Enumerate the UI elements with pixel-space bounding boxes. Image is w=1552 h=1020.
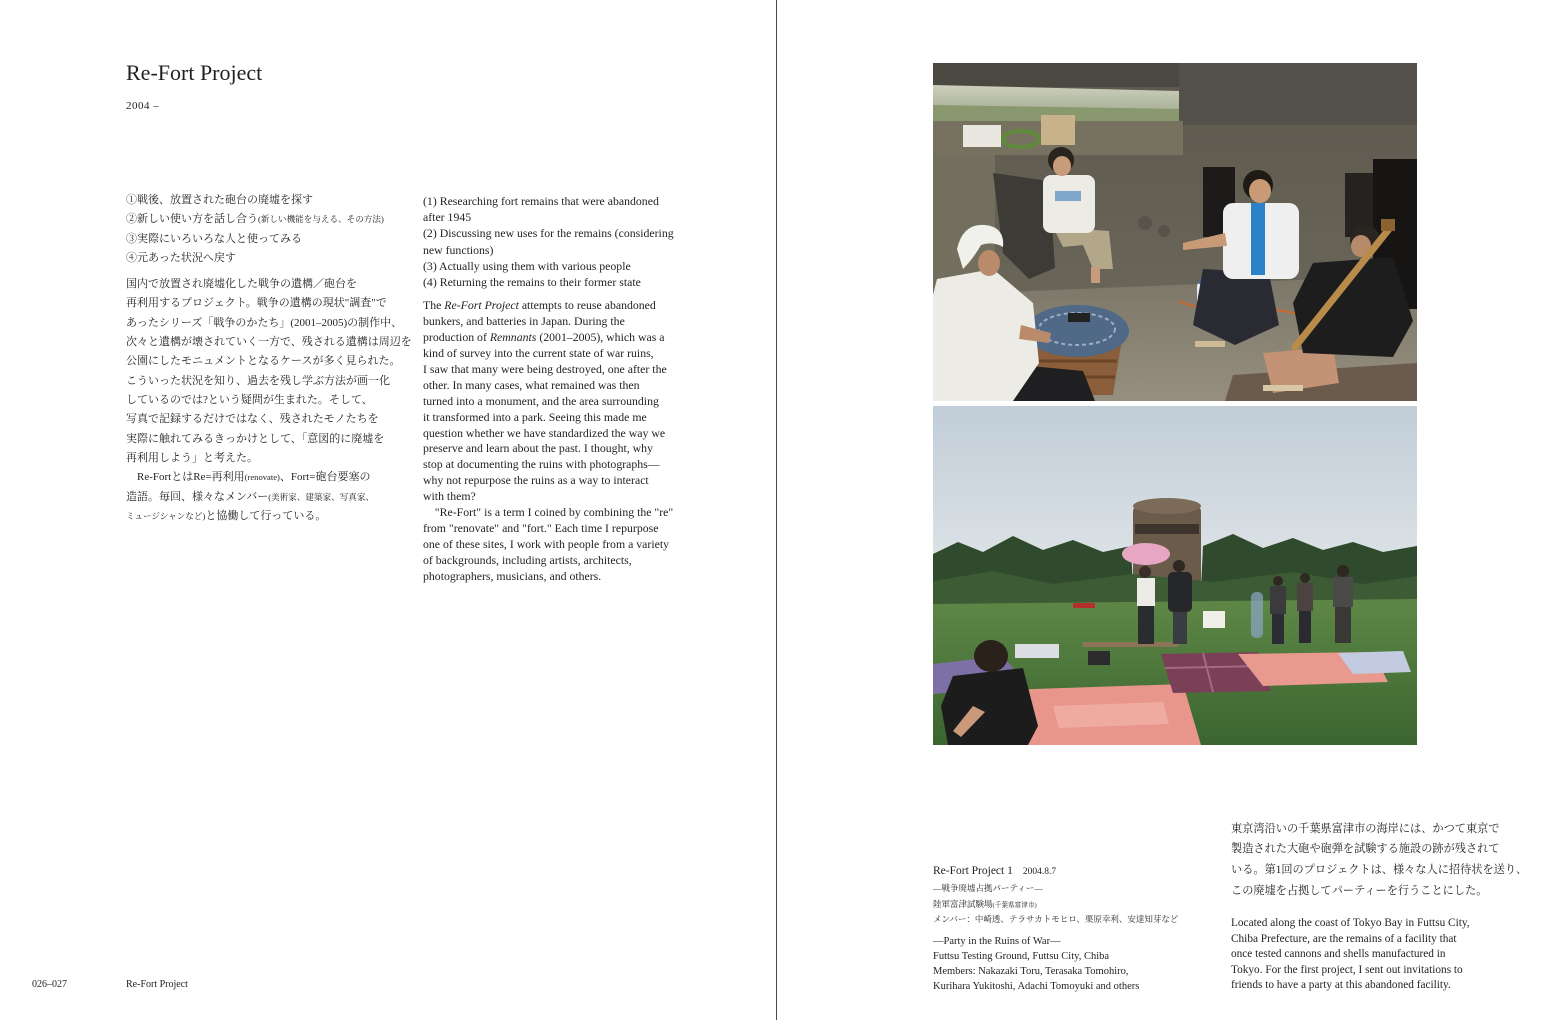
text-segment: と協働して行っている。 <box>205 509 327 522</box>
right-english-line: friends to have a party at this abandoned facility. <box>1231 979 1451 991</box>
english-body-line: bunkers, and batteries in Japan. During the <box>423 313 625 328</box>
right-japanese-line: 東京湾沿いの千葉県富津市の海岸には、かつて東京で <box>1231 822 1500 835</box>
small-note: (新しい機能を与える、その方法) <box>258 214 384 225</box>
person-jacket <box>1168 572 1192 612</box>
text-segment: Re-FortとはRe=再利用 <box>126 471 245 484</box>
japanese-step-line: ③実際にいろいろな人と使ってみる <box>126 232 302 245</box>
japanese-body-line: 再利用するプロジェクト。戦争の遺構の現状"調査"で <box>126 297 387 310</box>
right-japanese-line: いる。第1回のプロジェクトは、様々な人に招待状を送り、 <box>1231 864 1528 876</box>
person-shirt <box>1137 578 1155 606</box>
caption-japanese-line <box>933 897 1178 913</box>
dark-box <box>1088 651 1110 665</box>
japanese-body-line: 写真で記録するだけではなく、残されたモノたちを <box>126 413 379 426</box>
pink-tarp-fold <box>1053 702 1169 728</box>
japanese-body-line <box>126 468 412 487</box>
english-steps-list <box>423 193 674 290</box>
caption-japanese-line: メンバー：中崎透、テラサカトモヒロ、栗原幸利、安達知芽など <box>933 914 1179 924</box>
english-body-line: "Re-Fort" is a term I coined by combining the "re" <box>423 505 674 520</box>
japanese-step-line <box>126 210 384 229</box>
tower-opening <box>1135 524 1199 534</box>
person-legs <box>1173 612 1187 644</box>
person-head <box>1173 560 1185 572</box>
english-body-line <box>423 330 673 346</box>
person-legs <box>1272 614 1284 644</box>
white-cloth <box>1015 644 1059 658</box>
small-note: (美術家、建築家、写真家、 <box>268 491 375 502</box>
text-segment: 、Fort=砲台要塞の <box>279 471 371 484</box>
caption-english-line: —Party in the Ruins of War— <box>933 935 1061 947</box>
person-face <box>978 250 1000 276</box>
english-step-line: after 1945 <box>423 210 472 225</box>
person-standing <box>1270 576 1286 644</box>
english-body-line: other. In many cases, what remained was then <box>423 377 640 392</box>
small-note: ミュージシャンなど) <box>126 510 206 521</box>
cardboard-box <box>1041 115 1075 145</box>
right-japanese-line: 製造された大砲や砲弾を試験する施設の跡が残されて <box>1231 843 1500 856</box>
english-body-line: turned into a monument, and the area surrounding <box>423 393 659 408</box>
person-foot <box>1091 267 1100 283</box>
text-segment: 陸軍富津試験場 <box>933 898 993 909</box>
english-step-line: (4) Returning the remains to their former state <box>423 274 641 289</box>
english-step-line: (3) Actually using them with various people <box>423 258 631 273</box>
person-sandals <box>1263 385 1303 391</box>
white-box <box>1203 611 1225 628</box>
text-segment: (2001–2005), which was a <box>536 329 665 344</box>
caption-date: 2004.8.7 <box>1022 867 1057 877</box>
wall-hole <box>1158 225 1170 237</box>
english-body-line: preserve and learn about the past. I thought, why <box>423 441 653 456</box>
italic-title: Remnants <box>489 329 537 344</box>
right-english-text <box>1231 916 1470 994</box>
low-table <box>1083 642 1179 647</box>
english-body-line: stop at documenting the ruins with photographs— <box>423 457 660 472</box>
caption-english <box>933 934 1139 994</box>
photo-bunker-interior-party <box>933 63 1417 401</box>
italic-title: Re-Fort Project <box>444 298 519 312</box>
caption-title: Re-Fort Project 1 <box>933 865 1013 877</box>
phone-on-pouf <box>1068 313 1090 322</box>
caption-heading <box>933 862 1056 880</box>
person-head <box>1273 576 1283 586</box>
text-segment: attempts to reuse abandoned <box>518 298 656 312</box>
text-segment: ②新しい使い方を話し合う <box>126 213 258 226</box>
person-body <box>1270 586 1286 614</box>
concrete-beam <box>1179 63 1417 125</box>
english-body-line: why not repurpose the ruins as a way to interact <box>423 473 649 488</box>
red-sign <box>1073 603 1095 608</box>
japanese-steps-list <box>126 191 384 268</box>
english-body-line: from "renovate" and "fort." Each time I repurpose <box>423 521 659 536</box>
caption-english-line: Members: Nakazaki Toru, Terasaka Tomohiro, <box>933 965 1129 977</box>
english-body-line: with them? <box>423 489 476 504</box>
person-head <box>1300 573 1310 583</box>
english-step-line: (1) Researching fort remains that were abandoned <box>423 194 659 208</box>
blue-towel <box>1251 203 1265 275</box>
person-body <box>1333 577 1353 607</box>
japanese-body-line: 国内で放置され廃墟化した戦争の遺構／砲台を <box>126 278 357 290</box>
japanese-step-line: ④元あった状況へ戻す <box>126 251 236 264</box>
person-face <box>1249 179 1271 203</box>
project-years: 2004 – <box>126 100 160 112</box>
guitar-headstock <box>1381 219 1395 231</box>
english-body-line: I saw that many were being destroyed, one after the <box>423 361 667 376</box>
right-japanese-line: この廃墟を占拠してパーティーを行うことにした。 <box>1231 884 1488 897</box>
english-body-line: question whether we have standardized the way we <box>423 425 666 440</box>
text-segment: 造語。毎回、様々なメンバー <box>126 490 269 503</box>
japanese-body-line: 公園にしたモニュメントとなるケースが多く見られた。 <box>126 355 401 368</box>
text-segment: production of <box>423 329 490 344</box>
text-segment: The <box>423 298 445 312</box>
footer-page-numbers: 026–027 <box>32 979 67 990</box>
english-body-line: one of these sites, I work with people from a variety <box>423 537 670 552</box>
person-face <box>1053 156 1071 176</box>
photo-field-party <box>933 406 1417 745</box>
english-body-line: kind of survey into the current state of war ruins, <box>423 345 654 360</box>
right-english-line: Tokyo. For the first project, I sent out invitations to <box>1231 963 1463 976</box>
japanese-body-line: 実際に触れてみるきっかけとして、「意図的に廃墟を <box>126 432 385 445</box>
tower-cap <box>1133 498 1201 514</box>
person-legs <box>1335 607 1351 643</box>
japanese-body-line <box>126 507 412 526</box>
white-box <box>963 125 1001 147</box>
person-body <box>1297 583 1313 611</box>
person-head <box>1337 565 1349 577</box>
person-top <box>941 668 1038 745</box>
japanese-body-line: 再利用しよう」と考えた。 <box>126 451 258 464</box>
blurred-person-blue <box>1251 592 1263 638</box>
right-english-line: once tested cannons and shells manufactured in <box>1231 948 1446 960</box>
pink-umbrella <box>1122 543 1170 565</box>
person-shirt <box>1043 175 1095 233</box>
shirt-print <box>1055 191 1081 201</box>
japanese-step-line: ①戦後、放置された砲台の廃墟を探す <box>126 194 313 206</box>
japanese-body-line: あったシリーズ「戦争のかたち」(2001–2005)の制作中、 <box>126 316 403 329</box>
person-legs <box>1299 611 1311 643</box>
caption-english-line: Kurihara Yukitoshi, Adachi Tomoyuki and others <box>933 980 1140 992</box>
english-body-line <box>423 298 673 314</box>
japanese-body-text <box>126 275 412 526</box>
footer-running-title: Re-Fort Project <box>126 979 188 990</box>
person-sandals <box>1195 341 1225 347</box>
caption-japanese-line: —戦争廃墟占拠パーティー— <box>933 883 1043 893</box>
caption-english-line: Futtsu Testing Ground, Futtsu City, Chiba <box>933 950 1110 962</box>
english-body-line: photographers, musicians, and others. <box>423 568 602 583</box>
person-standing <box>1297 573 1313 643</box>
person-head <box>1139 566 1151 578</box>
caption-japanese <box>933 881 1178 928</box>
right-english-line: Located along the coast of Tokyo Bay in Futtsu City, <box>1231 917 1470 929</box>
english-step-line: new functions) <box>423 242 494 257</box>
small-note: (千葉県富津市) <box>992 901 1037 909</box>
gutter-rule <box>776 0 777 1020</box>
english-body-text <box>423 298 673 585</box>
right-japanese-text <box>1231 819 1527 902</box>
japanese-body-line <box>126 488 412 507</box>
japanese-body-line: こういった状況を知り、過去を残し学ぶ方法が画一化 <box>126 374 390 387</box>
english-body-line: of backgrounds, including artists, architects, <box>423 553 632 567</box>
english-step-line: (2) Discussing new uses for the remains (considering <box>423 226 674 241</box>
japanese-body-line: 次々と遺構が壊されていく一方で、残される遺構は周辺を <box>126 335 412 348</box>
right-english-line: Chiba Prefecture, are the remains of a facility that <box>1231 932 1457 945</box>
english-body-line: it transformed into a park. Seeing this made me <box>423 409 647 424</box>
page-title: Re-Fort Project <box>126 60 263 85</box>
small-note: (renovate) <box>244 472 280 483</box>
japanese-body-line: しているのでは?という疑問が生まれた。そして、 <box>126 393 373 406</box>
person-hair <box>974 640 1008 672</box>
person-pants <box>1138 606 1154 644</box>
wall-hole <box>1138 216 1152 230</box>
